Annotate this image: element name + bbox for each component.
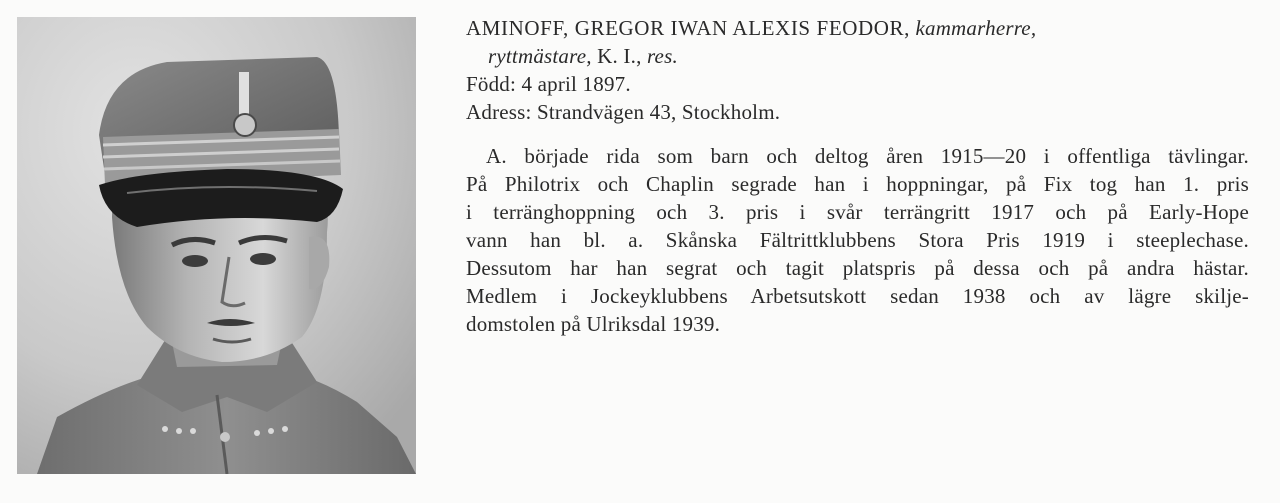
person-name: AMINOFF, GREGOR IWAN ALEXIS FEODOR, bbox=[466, 16, 911, 40]
biography-entry bbox=[466, 14, 1256, 338]
bio-line: i terränghoppning och 3. pris i svår terrängritt 1917 och på Early-Hope bbox=[466, 200, 1249, 224]
biography-paragraph bbox=[466, 142, 1249, 338]
bio-line: A. började rida som barn och deltog åren 1915—20 i offentliga tävlingar. bbox=[486, 144, 1249, 168]
entry-heading bbox=[466, 14, 1256, 42]
order-decoration: K. I., bbox=[597, 44, 642, 68]
title-secondary: ryttmästare, bbox=[488, 44, 592, 68]
status-reserve: res. bbox=[646, 44, 678, 68]
birth-date: Född: 4 april 1897. bbox=[466, 72, 631, 96]
bio-line: På Philotrix och Chaplin segrade han i hoppningar, på Fix tog han 1. pris bbox=[466, 172, 1249, 196]
portrait-image bbox=[17, 17, 416, 474]
bio-line: vann han bl. a. Skånska Fältrittklubbens Stora Pris 1919 i steeplechase. bbox=[466, 228, 1249, 252]
bio-line: Dessutom har han segrat och tagit platspris på dessa och på andra hästar. bbox=[466, 256, 1249, 280]
portrait-photo bbox=[17, 17, 416, 474]
bio-line: domstolen på Ulriksdal 1939. bbox=[466, 312, 721, 336]
title-primary: kammarherre, bbox=[915, 16, 1037, 40]
address: Adress: Strandvägen 43, Stockholm. bbox=[466, 100, 781, 124]
bio-line: Medlem i Jockeyklubbens Arbetsutskott sedan 1938 och av lägre skilje- bbox=[466, 284, 1249, 308]
entry-heading-continued bbox=[466, 42, 1256, 70]
